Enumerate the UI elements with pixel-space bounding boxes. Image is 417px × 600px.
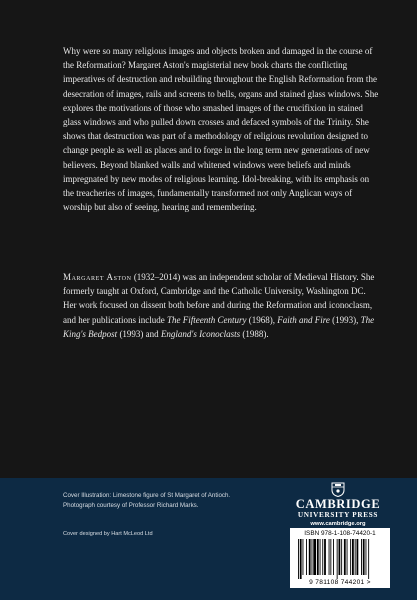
barcode-bar bbox=[322, 539, 323, 575]
barcode-panel bbox=[290, 528, 390, 588]
author-name: Margaret Aston bbox=[63, 272, 132, 282]
bio-text-1: (1932–2014) was an independent scholar of Medieval History. She formerly taught at Oxford, Cambridge and the Catholic University, Washington DC. Her work focused on dissent both before and during the Reformation and iconoclasm, and her publications include bbox=[63, 272, 375, 325]
bio-title-1: The Fifteenth Century bbox=[166, 314, 247, 325]
bio-text-2: (1968), bbox=[246, 314, 278, 325]
cover-illustration-credit: Cover Illustration: Limestone figure of St Margaret of Antioch. Photograph courtesy of Professor Richard Marks. bbox=[63, 492, 231, 509]
cover-designer-credit: Cover designed by Hart McLeod Ltd bbox=[63, 531, 153, 537]
barcode-bar bbox=[298, 539, 299, 579]
publisher-logo bbox=[290, 482, 386, 529]
barcode-bar bbox=[330, 539, 331, 575]
barcode-bar bbox=[357, 539, 359, 575]
barcode-bar bbox=[366, 539, 367, 575]
publisher-name: CAMBRIDGE bbox=[295, 497, 381, 511]
barcode-bar bbox=[303, 539, 304, 575]
barcode-bar bbox=[337, 539, 338, 579]
bio-text-4: (1993) and bbox=[117, 328, 161, 339]
barcode-bar bbox=[324, 539, 326, 575]
barcode-bar bbox=[317, 539, 319, 575]
barcode-bar bbox=[361, 539, 362, 575]
bio-text-5: (1988). bbox=[240, 328, 269, 339]
barcode-bar bbox=[368, 539, 369, 579]
barcode-bar bbox=[341, 539, 342, 575]
barcode-bar bbox=[355, 539, 356, 575]
barcode-bar bbox=[339, 539, 341, 575]
barcode-bar bbox=[347, 539, 348, 575]
barcode-bar bbox=[350, 539, 351, 575]
author-bio bbox=[63, 270, 381, 341]
barcode-bar bbox=[320, 539, 321, 575]
barcode-bar bbox=[329, 539, 330, 575]
bio-title-2: Faith and Fire bbox=[277, 314, 330, 325]
barcode-bar bbox=[312, 539, 313, 575]
bio-title-3: The King's Bedpost bbox=[63, 314, 375, 339]
barcode-graphic bbox=[290, 539, 390, 579]
barcode-bar bbox=[344, 539, 346, 575]
barcode-bar bbox=[313, 539, 316, 575]
book-blurb: Why were so many religious images and objects broken and damaged in the course of the Reformation? Margaret Aston's magisterial new book charts the conflicting imperatives of destruction and rebuilding throughout the English Reformation from the desecration of images, rails and screens to bells, organs and stained glass windows. She explores the motivations of those who smashed images of the crucifixion in stained glass windows and who pulled down crosses and defaced symbols of the Trinity. She shows that destruction was part of a methodology of religious revolution designed to change people as well as places and to forge in the long term new generations of new believers. Beyond blanked walls and whitened windows were beliefs and minds impregnated by new modes of religious learning. Idol-breaking, with its emphasis on the treacheries of images, fundamentally transformed not only Anglican ways of worship but also of seeing, hearing and remembering. bbox=[63, 46, 379, 213]
barcode-bar bbox=[363, 539, 365, 575]
isbn-label: ISBN 978-1-108-74420-1 bbox=[304, 530, 376, 537]
bio-text-3: (1993), bbox=[329, 314, 361, 325]
barcode-bar bbox=[352, 539, 354, 575]
bio-title-4: England's Iconoclasts bbox=[160, 328, 241, 339]
barcode-digits: 9 781108 744201 > bbox=[309, 579, 371, 586]
cambridge-crest-icon bbox=[331, 482, 345, 497]
barcode-bar bbox=[309, 539, 311, 575]
barcode-bar bbox=[333, 539, 334, 575]
publisher-url: www.cambridge.org bbox=[310, 521, 366, 527]
barcode-bar bbox=[306, 539, 307, 575]
barcode-bar bbox=[300, 539, 302, 579]
publisher-subname: UNIVERSITY PRESS bbox=[297, 511, 379, 519]
